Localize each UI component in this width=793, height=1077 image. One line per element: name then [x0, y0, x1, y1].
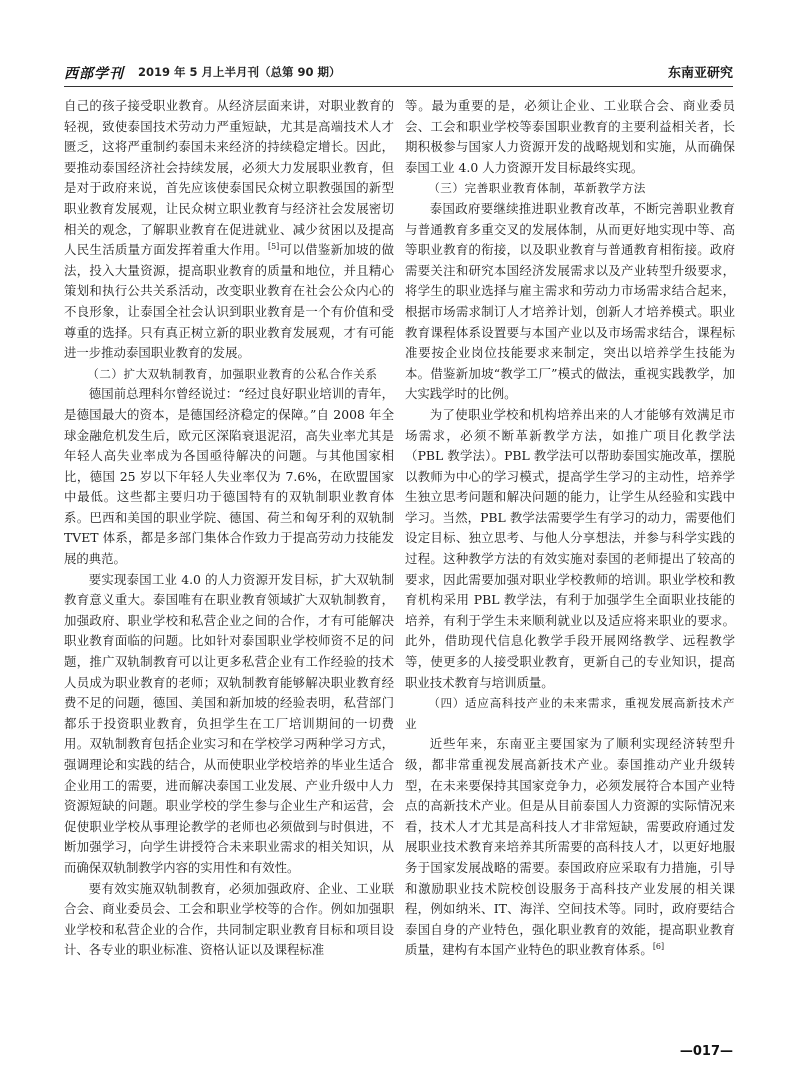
section-subheading: （四）适应高科技产业的未来需求，重视发展高新技术产业	[405, 696, 735, 731]
paragraph: 德国前总理科尔曾经说过：“经过良好职业培训的青年，是德国最大的资本，是德国经济稳定的保障。”自 2008 年全球金融危机发生后，欧元区深陷衰退泥沼，高失业率尤其是年轻人高失业率成为各国亟待解决的问题。与其他国家相比，德国 25 岁以下年轻人失业率仅为 7.6%，在欧盟国家中最低。这些都主要归功于德国特有的双轨制职业教育体系。巴西和美国的职业学院、德国、荷兰和匈牙利的双轨制 TVET 体系，都是多部门集体合作致力于提高劳动力技能发展的典范。	[64, 386, 394, 567]
paragraph: 泰国政府要继续推进职业教育改革，不断完善职业教育与普通教育多重交叉的发展体制，从而更好地实现中等、高等职业教育的衔接，以及职业教育与普通教育相衔接。政府需要关注和研究本国经济发展需求以及产业转型升级要求，将学生的职业选择与雇主需求和劳动力市场需求结合起来，根据市场需求制订人才培养计划，创新人才培养模式。职业教育课程体系设置要与本国产业以及市场需求结合，课程标准要按企业岗位技能要求来制定，突出以培养学生技能为本。借鉴新加坡“教学工厂”模式的做法，重视实践教学，加大实践学时的比例。	[405, 200, 735, 402]
paragraph: 等。最为重要的是，必须让企业、工业联合会、商业委员会、工会和职业学校等泰国职业教育的主要利益相关者，长期积极参与国家人力资源开发的战略规划和实施，从而确保泰国工业 4.0 人力资源开发目标最终实现。	[405, 98, 735, 175]
section-subheading: （三）完善职业教育体制，革新教学方法	[428, 181, 646, 196]
paragraph: 自己的孩子接受职业教育。从经济层面来讲，对职业教育的轻视，致使泰国技术劳动力严重短缺，尤其是高端技术人才匮乏，这将严重制约泰国未来经济的持续稳定增长。因此，要推动泰国经济社会持续发展，必须大力发展职业教育，但是对于政府来说，首先应该使泰国民众树立职教强国的新型职业教育发展观，让民众树立职业教育与经济社会发展密切相关的观念，了解职业教育在促进就业、减少贫困以及提高人民生活质量方面发挥着重大作用。[5]可以借鉴新加坡的做法，投入大量资源，提高职业教育的质量和地位，并且精心策划和执行公共关系活动，改变职业教育在社会公众内心的不良形象，让泰国全社会认识到职业教育是一个有价值和受尊重的选择。只有真正树立新的职业教育发展观，才有可能进一步推动泰国职业教育的发展。	[64, 98, 395, 361]
section-subheading: （二）扩大双轨制教育，加强职业教育的公私合作关系	[87, 366, 378, 381]
left-column	[64, 96, 394, 961]
paragraph: 要实现泰国工业 4.0 的人力资源开发目标，扩大双轨制教育意义重大。泰国唯有在职业教育领域扩大双轨制教育，加强政府、职业学校和私营企业之间的合作，才有可能解决职业教育面临的问题。比如针对泰国职业学校师资不足的问题，推广双轨制教育可以让更多私营企业有工作经验的技术人员成为职业教育的老师；双轨制教育能够解决职业教育经费不足的问题，德国、美国和新加坡的经验表明，私营部门都乐于投资职业教育，负担学生在工厂培训期间的一切费用。双轨制教育包括企业实习和在学校学习两种学习方式，强调理论和实践的结合，从而使职业学校培养的毕业生适合企业用工的需要，进而解决泰国工业发展、产业升级中人力资源短缺的问题。职业学校的学生参与企业生产和运营，会促使职业学校从事理论教学的老师也必须做到与时俱进，不断加强学习，向学生讲授符合未来职业需求的相关知识，从而确保双轨制教学内容的实用性和有效性。	[64, 571, 394, 875]
citation-ref: [5]	[267, 242, 280, 252]
right-column	[405, 96, 735, 961]
paragraph: 近些年来，东南亚主要国家为了顺利实现经济转型升级，都非常重视发展高新技术产业。泰国推动产业升级转型，在未来要保持其国家竞争力，必须发展符合本国产业特点的高新技术产业。但是从目前泰国人力资源的实际情况来看，技术人才尤其是高科技人才非常短缺，需要政府通过发展职业技术教育来培养其所需要的高科技人才，以更好地服务于国家发展战略的需要。泰国政府应采取有力措施，引导和激励职业技术院校创设服务于高科技产业发展的相关课程，例如纳米、IT、海洋、空间技术等。同时，政府要结合泰国自身的产业特色，强化职业教育的效能，提高职业教育质量，建构有本国产业特色的职业教育体系。[6]	[405, 736, 735, 958]
paragraph: 要有效实施双轨制教育，必须加强政府、企业、工业联合会、商业委员会、工会和职业学校等的合作。例如加强职业学校和私营企业的合作，共同制定职业教育目标和项目设计、各专业的职业标准、资格认证以及课程标准	[64, 880, 394, 958]
issue-info: 2019 年 5 月上半月刊（总第 90 期）	[138, 65, 341, 79]
journal-logo: 西部学刊	[64, 66, 124, 82]
citation-ref: [6]	[652, 942, 665, 952]
running-header	[64, 60, 733, 84]
header-divider	[64, 86, 733, 87]
section-title: 东南亚研究	[667, 66, 733, 81]
page-number: —017—	[679, 1044, 733, 1059]
paragraph: 为了使职业学校和机构培养出来的人才能够有效满足市场需求，必须不断革新教学方法，如推广项目化教学法（PBL 教学法）。PBL 教学法可以帮助泰国实施改革，摆脱以教师为中心的学习模式，提高学生学习的主动性，培养学生独立思考问题和解决问题的能力，让学生从经验和实践中学习。当然，PBL 教学法需要学生有学习的动力，需要他们设定目标、独立思考、与他人分享想法，并参与科学实践的过程。这种教学方法的有效实施对泰国的老师提出了较高的要求，因此需要加强对职业学校教师的培训。职业学校和教育机构采用 PBL 教学法，有利于加强学生全面职业技能的培养，有利于学生未来顺利就业以及适应将来职业的要求。此外，借助现代信息化教学手段开展网络教学、远程教学等，使更多的人接受职业教育，更新自己的专业知识，提高职业技术教育与培训质量。	[405, 406, 735, 690]
